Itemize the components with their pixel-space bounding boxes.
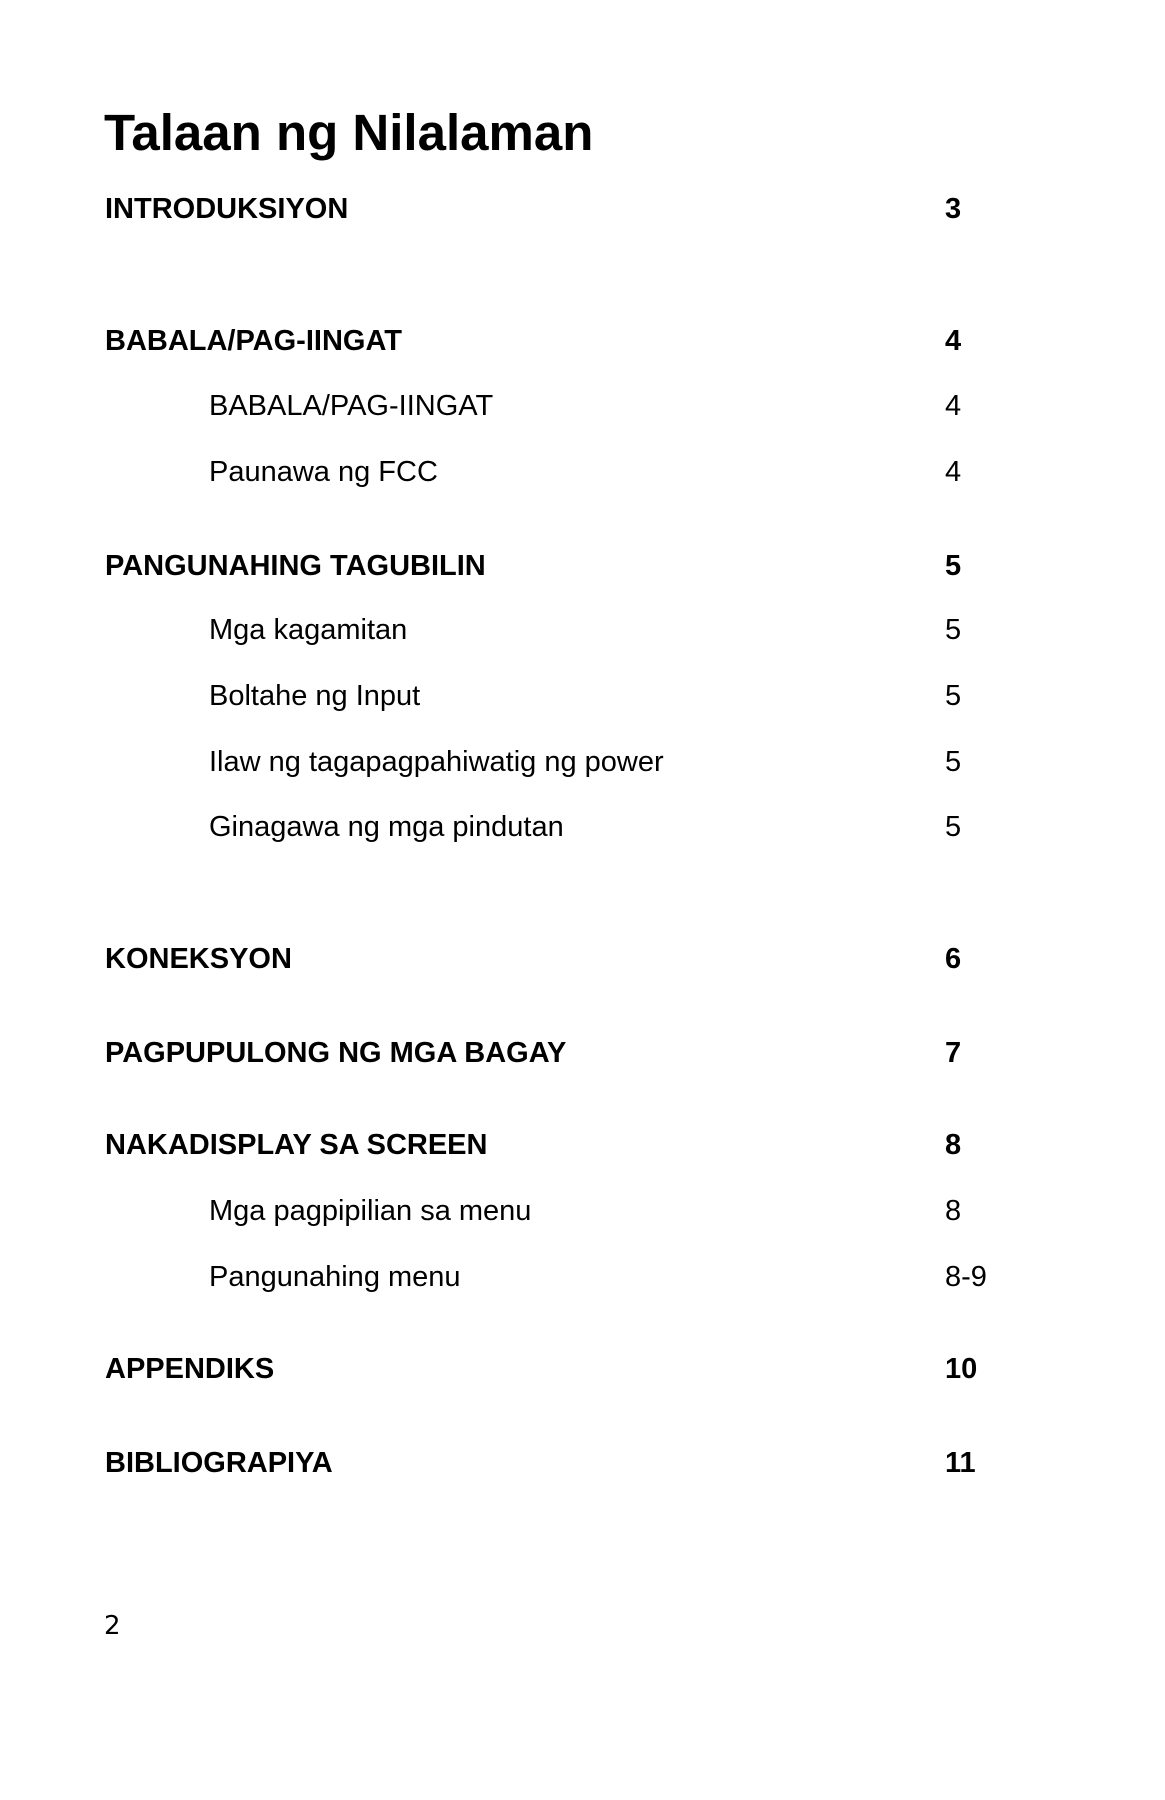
- toc-subsection-label: Ginagawa ng mga pindutan: [209, 811, 564, 843]
- page-number: 2: [104, 1611, 121, 1641]
- toc-page-number: 5: [945, 680, 962, 712]
- toc-subsection-label: Paunawa ng FCC: [209, 456, 438, 488]
- page-title: Talaan ng Nilalaman: [104, 104, 594, 161]
- toc-section-label: PANGUNAHING TAGUBILIN: [105, 550, 486, 582]
- toc-page-number: 3: [945, 193, 962, 225]
- toc-page-number: 7: [945, 1037, 962, 1069]
- toc-section-label: APPENDIKS: [105, 1353, 275, 1385]
- toc-subsection-label: BABALA/PAG-IINGAT: [209, 390, 494, 422]
- toc-page-number: 5: [945, 746, 962, 778]
- toc-page-number: 8: [945, 1129, 962, 1161]
- toc-page-number: 6: [945, 943, 962, 975]
- toc-section-label: INTRODUKSIYON: [105, 193, 349, 225]
- toc-section-label: PAGPUPULONG NG MGA BAGAY: [105, 1037, 567, 1069]
- toc-subsection-label: Mga kagamitan: [209, 614, 408, 646]
- toc-section-label: BABALA/PAG-IINGAT: [105, 325, 402, 357]
- toc-page-number: 8-9: [945, 1261, 987, 1293]
- toc-page-number: 4: [945, 325, 962, 357]
- toc-section-label: KONEKSYON: [105, 943, 292, 975]
- toc-subsection-label: Ilaw ng tagapagpahiwatig ng power: [209, 746, 664, 778]
- toc-page-number: 4: [945, 390, 962, 422]
- toc-section-label: NAKADISPLAY SA SCREEN: [105, 1129, 488, 1161]
- toc-page-number: 5: [945, 614, 962, 646]
- toc-page-number: 4: [945, 456, 962, 488]
- toc-page-number: 5: [945, 811, 962, 843]
- toc-page-number: 8: [945, 1195, 962, 1227]
- toc-section-label: BIBLIOGRAPIYA: [105, 1447, 333, 1479]
- toc-subsection-label: Pangunahing menu: [209, 1261, 461, 1293]
- toc-page-number: 11: [945, 1447, 976, 1479]
- toc-subsection-label: Mga pagpipilian sa menu: [209, 1195, 532, 1227]
- toc-subsection-label: Boltahe ng Input: [209, 680, 421, 712]
- toc-page-number: 10: [945, 1353, 978, 1385]
- toc-page-number: 5: [945, 550, 962, 582]
